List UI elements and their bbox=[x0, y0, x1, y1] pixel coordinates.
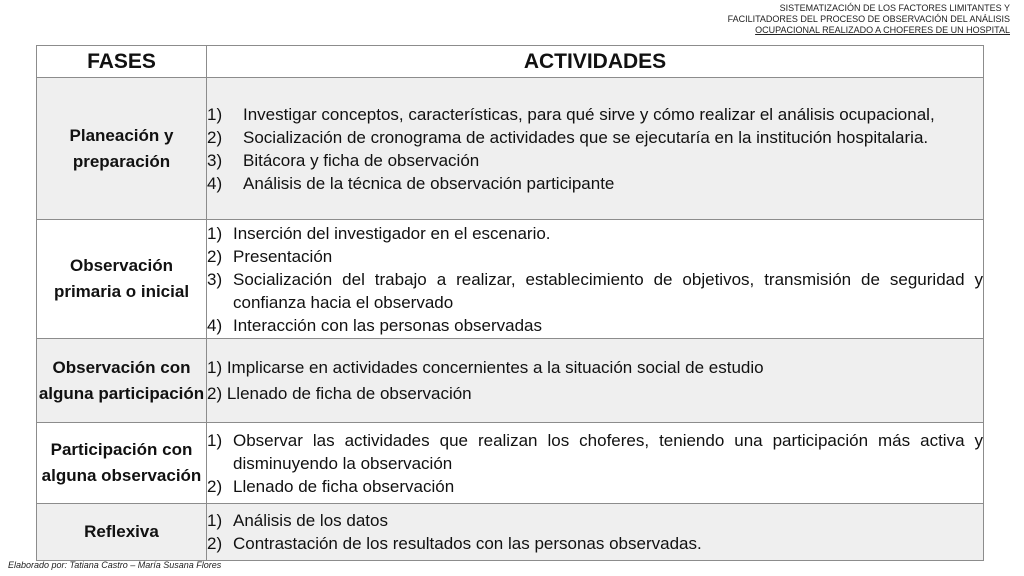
header-note-line-1: SISTEMATIZACIÓN DE LOS FACTORES LIMITANTES Y bbox=[779, 3, 1010, 13]
activity-item: 3) Socialización del trabajo a realizar, establecimiento de objetivos, transmisión de seguridad y confianza hacia el observado bbox=[207, 269, 983, 312]
activity-item: 3) Bitácora y ficha de observación bbox=[207, 150, 480, 170]
phase-cell: Participación con alguna observación bbox=[37, 423, 207, 504]
table-row bbox=[37, 220, 984, 339]
phases-activities-table bbox=[36, 45, 984, 561]
footer-note: Elaborado por: Tatiana Castro – María Susana Flores bbox=[8, 560, 222, 570]
header-note-line-3: OCUPACIONAL REALIZADO A CHOFERES DE UN HOSPITAL bbox=[755, 25, 1010, 35]
activities-cell bbox=[207, 339, 984, 423]
activity-item: 2) Presentación bbox=[207, 246, 333, 266]
activity-item: 1) Inserción del investigador en el escenario. bbox=[207, 223, 551, 243]
table-row bbox=[37, 504, 984, 561]
activity-item: 4) Análisis de la técnica de observación participante bbox=[207, 173, 615, 193]
activities-cell bbox=[207, 423, 984, 504]
table-header-row bbox=[37, 46, 984, 78]
activities-list bbox=[207, 429, 983, 498]
activities-list bbox=[207, 509, 983, 555]
header-note bbox=[650, 3, 1010, 36]
activity-item: 1) Implicarse en actividades concernientes a la situación social de estudio bbox=[207, 357, 764, 377]
header-note-line-2: FACILITADORES DEL PROCESO DE OBSERVACIÓN DEL ANÁLISIS bbox=[727, 14, 1010, 24]
phase-cell: Planeación y preparación bbox=[37, 78, 207, 220]
activities-cell bbox=[207, 504, 984, 561]
activities-list bbox=[207, 103, 983, 195]
activities-cell bbox=[207, 78, 984, 220]
phase-cell: Observación primaria o inicial bbox=[37, 220, 207, 339]
phase-cell: Observación con alguna participación bbox=[37, 339, 207, 423]
activity-item: 2) Socialización de cronograma de actividades que se ejecutaría en la institución hospitalaria. bbox=[207, 127, 929, 147]
table-row bbox=[37, 339, 984, 423]
header-phases: FASES bbox=[37, 46, 207, 78]
activity-item: 1) Observar las actividades que realizan los choferes, teniendo una participación más activa y disminuyendo la observación bbox=[207, 430, 983, 473]
activity-item: 4) Interacción con las personas observadas bbox=[207, 315, 543, 335]
activity-item: 2) Llenado de ficha de observación bbox=[207, 383, 472, 403]
activity-item: 2) Llenado de ficha observación bbox=[207, 476, 455, 496]
activities-cell bbox=[207, 220, 984, 339]
phase-cell: Reflexiva bbox=[37, 504, 207, 561]
table-row bbox=[37, 423, 984, 504]
activity-item: 1) Investigar conceptos, características, para qué sirve y cómo realizar el análisis ocupacional, bbox=[207, 104, 935, 124]
table-row bbox=[37, 78, 984, 220]
activity-item: 2) Contrastación de los resultados con las personas observadas. bbox=[207, 534, 702, 553]
activities-list bbox=[207, 222, 983, 337]
header-activities: ACTIVIDADES bbox=[207, 46, 984, 78]
activity-item: 1) Análisis de los datos bbox=[207, 511, 388, 530]
